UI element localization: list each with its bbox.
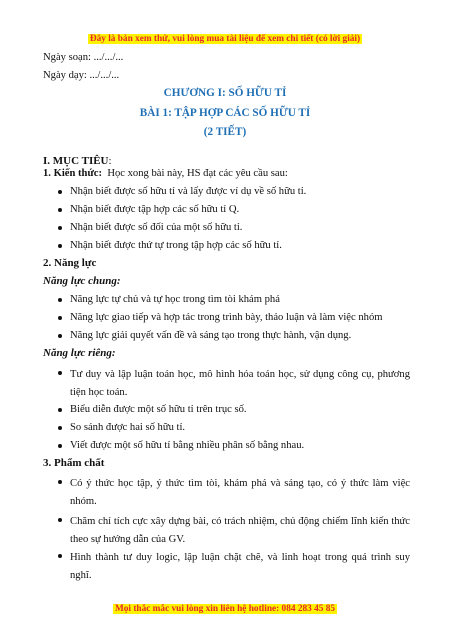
list-item-text: Có ý thức học tập, ý thức tìm tòi, khám phá và sáng tạo, có ý thức làm việc nhóm.	[70, 478, 410, 507]
bullet-icon	[58, 244, 62, 248]
list-item-text: Năng lực tự chủ và tự học trong tìm tòi khám phá	[70, 294, 280, 305]
bullet-icon	[58, 480, 62, 484]
list-item-text: Năng lực giải quyết vấn đề và sáng tạo trong thực hành, vận dụng.	[70, 330, 352, 341]
competency-label: 2. Năng lực	[43, 257, 97, 269]
list-item-text: Hình thành tư duy logic, lập luận chặt chẽ, và linh hoạt trong quá trình suy nghĩ.	[70, 552, 410, 581]
list-item-text: Chăm chỉ tích cực xây dựng bài, có trách nhiệm, chủ động chiếm lĩnh kiến thức theo sự hướng dẫn của GV.	[70, 516, 410, 545]
bullet-icon	[58, 316, 62, 320]
lesson-periods: (2 TIẾT)	[203, 126, 247, 138]
list-item-text: Nhận biết được số hữu tỉ và lấy được ví dụ về số hữu tỉ.	[70, 186, 307, 197]
bullet-icon	[58, 371, 62, 375]
knowledge-intro: Học xong bài này, HS đạt các yêu cầu sau:	[107, 168, 288, 179]
list-item-text: Nhận biết được tập hợp các số hữu tỉ Q.	[70, 204, 240, 215]
list-item	[58, 366, 410, 396]
bullet-icon	[58, 408, 62, 412]
lesson-title: BÀI 1: TẬP HỢP CÁC SỐ HỮU TỈ	[139, 107, 311, 119]
knowledge-line	[43, 167, 288, 181]
list-item-text: Nhận biết được thứ tự trong tập hợp các số hữu tỉ.	[70, 240, 282, 251]
bullet-icon	[58, 190, 62, 194]
bullet-icon	[58, 518, 62, 522]
list-item-text: Viết được một số hữu tỉ bằng nhiều phân số bằng nhau.	[70, 440, 305, 451]
teach-date: Ngày dạy: .../.../...	[43, 70, 120, 81]
list-item	[58, 475, 410, 511]
bullet-icon	[58, 554, 62, 558]
list-item-text: Năng lực giao tiếp và hợp tác trong trình bày, thảo luận và làm việc nhóm	[70, 312, 383, 323]
list-item	[58, 513, 410, 549]
general-competency-label: Năng lực chung:	[43, 275, 121, 287]
header-banner-text: Đây là bản xem thử, vui lòng mua tài liệu để xem chi tiết (có lời giải)	[89, 34, 361, 44]
header-banner	[0, 28, 450, 46]
knowledge-label: 1. Kiến thức:	[43, 168, 103, 179]
bullet-icon	[58, 226, 62, 230]
prep-date: Ngày soạn: .../.../...	[43, 52, 124, 63]
quality-label: 3. Phẩm chất	[43, 457, 105, 469]
footer-banner-text: Mọi thắc mắc vui lòng xin liên hệ hotline: 084 283 45 85	[114, 604, 336, 614]
list-item	[58, 549, 410, 585]
bullet-icon	[58, 298, 62, 302]
bullet-icon	[58, 208, 62, 212]
footer-banner	[0, 598, 450, 616]
bullet-icon	[58, 444, 62, 448]
list-item-text: Biểu diễn được một số hữu tỉ trên trục số.	[70, 404, 247, 415]
chapter-title: CHƯƠNG I: SỐ HỮU TỈ	[163, 87, 287, 99]
section-heading-colon: :	[108, 155, 112, 167]
list-item-text: Tư duy và lập luận toán học, mô hình hóa toán học, sử dụng công cụ, phương tiện học toán.	[70, 369, 410, 398]
specific-competency-label: Năng lực riêng:	[43, 347, 116, 359]
bullet-icon	[58, 426, 62, 430]
bullet-icon	[58, 334, 62, 338]
section-heading-text: I. MỤC TIÊU	[43, 155, 109, 167]
section-heading	[43, 155, 112, 167]
list-item-text: So sánh được hai số hữu tỉ.	[70, 422, 186, 433]
list-item-text: Nhận biết được số đối của một số hữu tỉ.	[70, 222, 243, 233]
